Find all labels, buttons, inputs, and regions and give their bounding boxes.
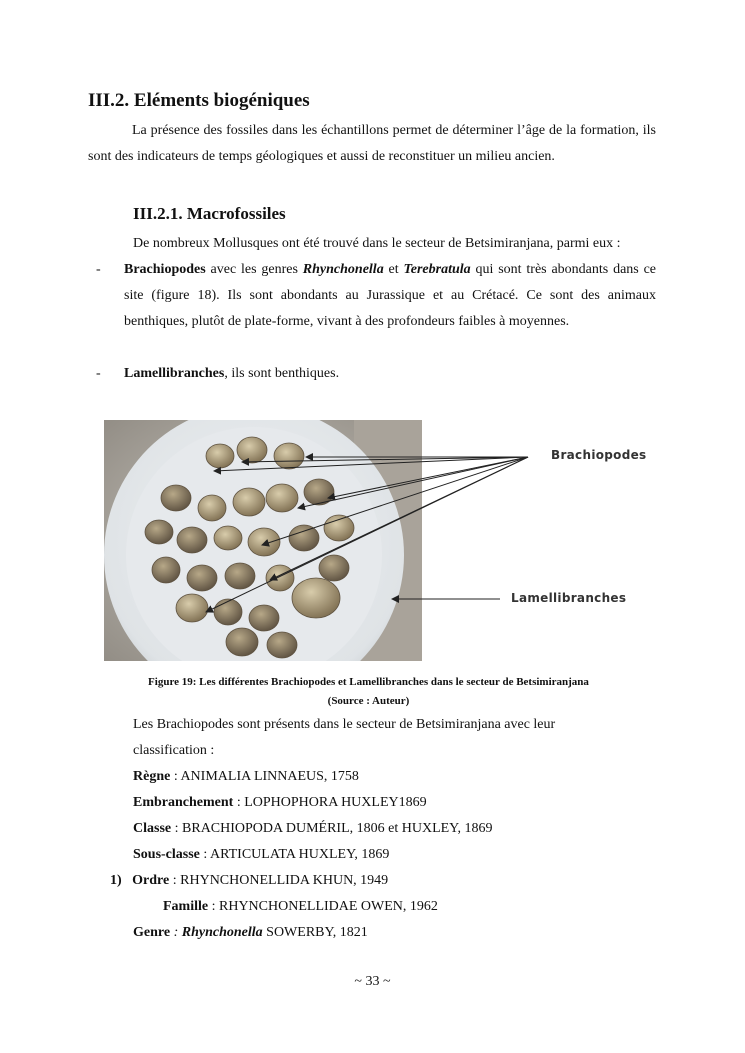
bullet-marker: -	[96, 366, 101, 381]
rank-label: Classe	[133, 821, 172, 836]
rank-label: Genre	[133, 925, 171, 940]
label-brachiopodes: Brachiopodes	[551, 448, 647, 462]
rank-value: SOWERBY, 1821	[262, 925, 368, 940]
bullet-term: Lamellibranches	[124, 366, 225, 381]
lead-sentence: De nombreux Mollusques ont été trouvé dans le secteur de Betsimiranjana, parmi eux :	[133, 236, 621, 251]
bullet-term: Brachiopodes	[124, 262, 206, 277]
rank-value: : RHYNCHONELLIDA KHUN, 1949	[169, 873, 389, 888]
bullet-text: qui sont très abondants dans ce site (figure 18). Ils sont abondants au Jurassique et au Crétacé. Ce sont des animaux benthiques, plutôt de plate-forme, vivant à des profondeurs faibles à moyennes.	[124, 262, 657, 329]
genus-name: Rhynchonella	[181, 925, 263, 940]
bullet-text: avec les genres	[205, 262, 303, 277]
class-genre	[133, 920, 368, 946]
rank-value: : LOPHOPHORA HUXLEY1869	[233, 795, 427, 810]
bullet-marker: -	[96, 262, 101, 277]
fossil-photo-illustration	[104, 420, 422, 661]
subsection-heading: III.2.1. Macrofossiles	[133, 204, 286, 223]
rank-value: : RHYNCHONELLIDAE OWEN, 1962	[208, 899, 438, 914]
rank-separator: :	[170, 925, 182, 940]
figure-caption: Figure 19: Les différentes Brachiopodes et Lamellibranches dans le secteur de Betsimiranjana	[148, 676, 589, 688]
class-sous-classe	[133, 842, 389, 868]
bullet-brachiopodes	[124, 257, 656, 335]
class-embranchement	[133, 790, 427, 816]
rank-value: : ARTICULATA HUXLEY, 1869	[199, 847, 390, 862]
list-number: 1)	[110, 873, 122, 888]
rank-label: Ordre	[132, 873, 170, 888]
bullet-text: et	[383, 262, 404, 277]
class-classe	[133, 816, 492, 842]
label-lamellibranches: Lamellibranches	[511, 591, 627, 605]
section-heading: III.2. Eléments biogéniques	[88, 90, 310, 111]
rank-value: : ANIMALIA LINNAEUS, 1758	[170, 769, 359, 784]
fossil-photo	[104, 420, 422, 661]
genus-name: Rhynchonella	[302, 262, 384, 277]
class-ordre	[110, 868, 388, 894]
bullet-text: , ils sont benthiques.	[224, 366, 340, 381]
bullet-lamellibranches	[124, 361, 656, 387]
intro-paragraph: La présence des fossiles dans les échantillons permet de déterminer l’âge de la formation, ils sont des indicateurs de temps géologiques et aussi de reconstituer un milieu ancien.	[88, 123, 656, 164]
rank-label: Sous-classe	[133, 847, 200, 862]
rank-label: Famille	[163, 899, 209, 914]
page-number: ~ 33 ~	[354, 974, 391, 989]
genus-name: Terebratula	[403, 262, 471, 277]
rank-value: : BRACHIOPODA DUMÉRIL, 1806 et HUXLEY, 1869	[171, 821, 493, 836]
rank-label: Règne	[133, 769, 171, 784]
classification-intro: Les Brachiopodes sont présents dans le secteur de Betsimiranjana avec leur classification :	[133, 717, 556, 758]
figure-source: (Source : Auteur)	[327, 695, 410, 707]
rank-label: Embranchement	[133, 795, 234, 810]
class-regne	[133, 764, 359, 790]
class-famille	[163, 894, 438, 920]
